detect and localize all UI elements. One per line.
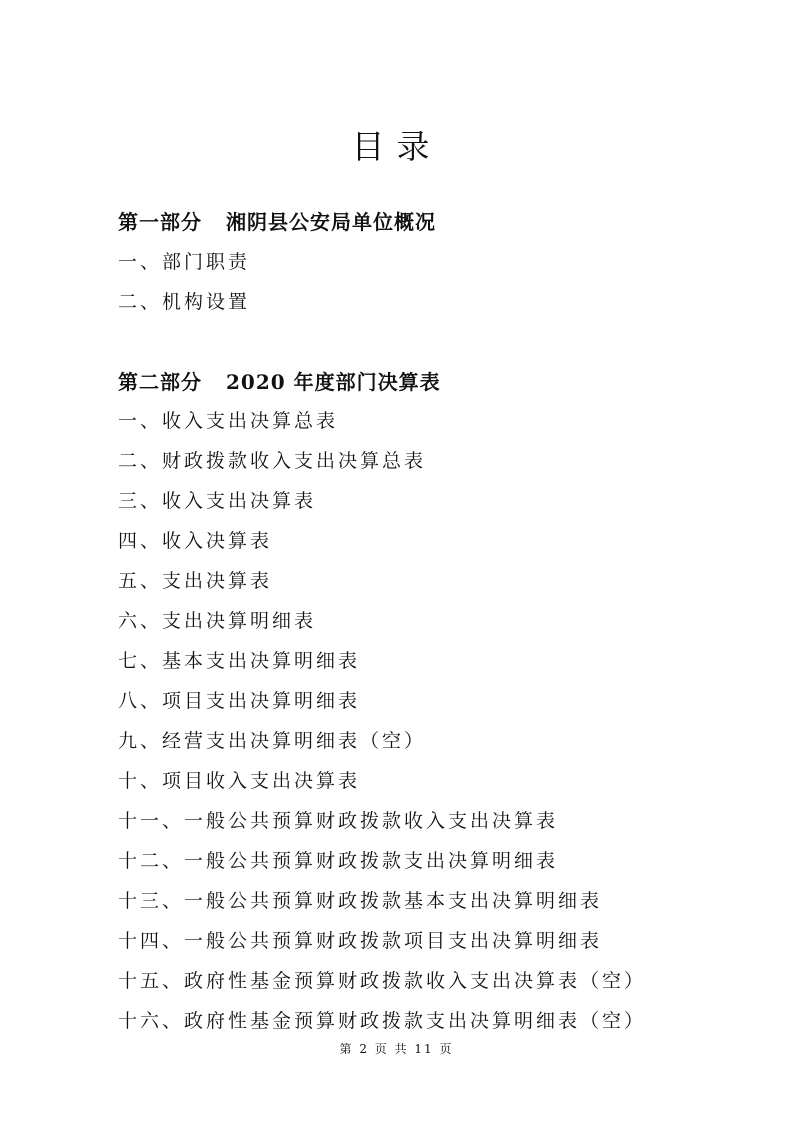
part2-heading — [118, 368, 441, 396]
toc-item: 二、财政拨款收入支出决算总表 — [118, 450, 427, 472]
toc-item: 十四、一般公共预算财政拨款项目支出决算明细表 — [118, 930, 603, 952]
toc-item: 七、基本支出决算明细表 — [118, 650, 361, 672]
toc-item: 一、收入支出决算总表 — [118, 410, 339, 432]
part2-list — [118, 401, 646, 1041]
toc-item: 十一、一般公共预算财政拨款收入支出决算表 — [118, 810, 559, 832]
toc-item: 十五、政府性基金预算财政拨款收入支出决算表（空） — [118, 970, 647, 992]
part2-label: 第二部分 — [118, 370, 202, 394]
toc-item: 三、收入支出决算表 — [118, 490, 317, 512]
part2-name: 2020 年度部门决算表 — [226, 370, 441, 394]
toc-item: 五、支出决算表 — [118, 570, 273, 592]
toc-item-organization: 二、机构设置 — [118, 291, 251, 313]
part1-label: 第一部分 — [118, 210, 202, 234]
toc-item-duties: 一、部门职责 — [118, 251, 251, 273]
part1-name: 湘阴县公安局单位概况 — [226, 210, 436, 234]
toc-title: 目录 — [351, 127, 442, 167]
toc-item: 九、经营支出决算明细表（空） — [118, 730, 427, 752]
toc-item: 十、项目收入支出决算表 — [118, 770, 361, 792]
toc-item: 十二、一般公共预算财政拨款支出决算明细表 — [118, 850, 559, 872]
toc-item: 八、项目支出决算明细表 — [118, 690, 361, 712]
part1-list — [118, 242, 250, 322]
toc-item: 十三、一般公共预算财政拨款基本支出决算明细表 — [118, 890, 603, 912]
toc-item: 十六、政府性基金预算财政拨款支出决算明细表（空） — [118, 1010, 647, 1032]
page-number-footer: 第 2 页 共 11 页 — [339, 1042, 454, 1056]
toc-item: 四、收入决算表 — [118, 530, 273, 552]
part1-heading — [118, 208, 436, 236]
toc-item: 六、支出决算明细表 — [118, 610, 317, 632]
